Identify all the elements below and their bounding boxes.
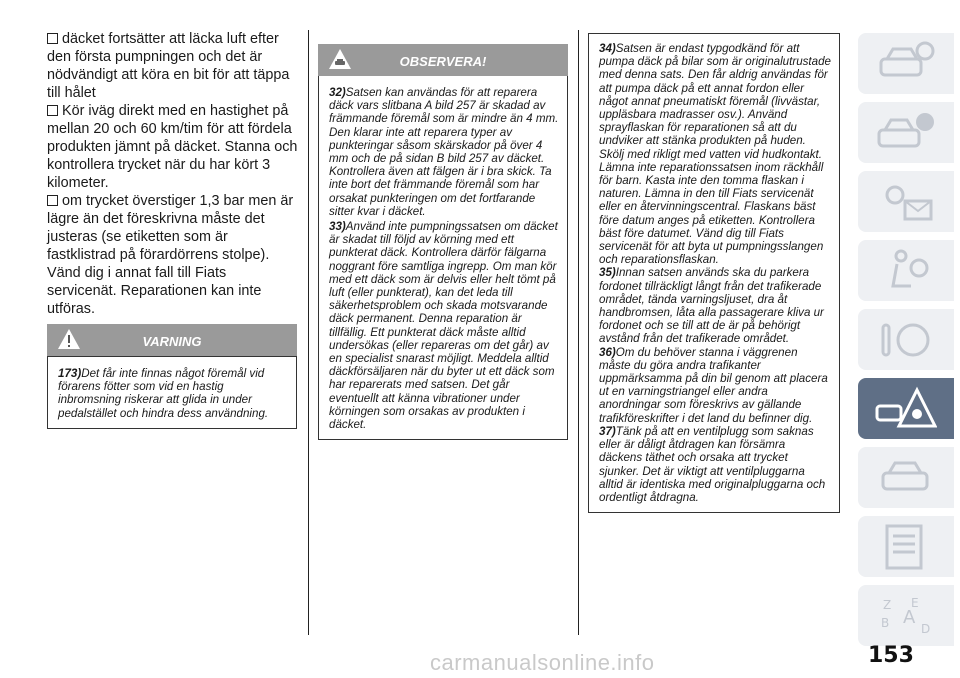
observe-body xyxy=(318,76,568,440)
observe-header xyxy=(318,44,568,76)
tab-car-check[interactable] xyxy=(858,102,954,163)
note-text: Satsen kan användas för att reparera däck vars slitbana A bild 257 är skadad av främmande föremål som är mindre än 4 mm. Den klarar inte att reparera typer av punkteringar såsom skärskador på över 4 mm och de på sidan B bild 257 av däcket. Kontrollera även att fälgen är i bra skick. Ta inte bort det främmande föremål som har orsakat punkteringen om det fortfarande sitter kvar i däcket. xyxy=(329,86,559,218)
tab-start-driving[interactable] xyxy=(858,309,954,370)
car-service-icon xyxy=(875,453,937,503)
bullet-item: om trycket överstiger 1,3 bar men är lägre än det föreskrivna måste det justeras (se etiketten som är fastklistrad på förardörrens stolpe). Vänd dig i annat fall till Fiats servicenät. Reparationen kan inte utföras. xyxy=(47,193,294,317)
warning-body xyxy=(47,356,297,429)
note-ref: 32) xyxy=(329,86,346,99)
checkbox-bullet-icon xyxy=(47,105,58,116)
car-check-icon xyxy=(875,108,937,158)
tab-lights-messages[interactable] xyxy=(858,171,954,232)
tab-safety[interactable] xyxy=(858,240,954,301)
note-ref: 173) xyxy=(58,367,82,380)
note-text: Innan satsen används ska du parkera fordonet tillräckligt långt från det trafikerade området, tända varningsljuset, dra åt handbromsen, låta alla passagerare kliva ur fordonet och se till att de är på behörigt avstånd från det trafikerade området. xyxy=(599,266,824,346)
tab-car-info[interactable] xyxy=(858,33,954,94)
specs-list-icon xyxy=(875,522,937,572)
alphabet-index-icon xyxy=(875,591,937,641)
checkbox-bullet-icon xyxy=(47,195,58,206)
column-left xyxy=(47,30,299,420)
bullet-item: däcket fortsätter att läcka luft efter den första pumpningen och det är nödvändigt att köra en bit för att täppa till hålet xyxy=(47,31,290,101)
chapter-sidebar xyxy=(852,33,960,646)
note-ref: 34) xyxy=(599,42,616,55)
tab-technical-data[interactable] xyxy=(858,516,954,577)
warning-header xyxy=(47,324,297,356)
note-ref: 36) xyxy=(599,345,616,359)
svg-text:E: E xyxy=(911,595,919,610)
column-middle xyxy=(318,44,568,440)
tab-emergency[interactable] xyxy=(858,378,954,439)
note-text: Satsen är endast typgodkänd för att pumpa däck på bilar som är originalutrustade med denna sats. Den får aldrig användas för att pumpa däck på ett annat fordon eller något annat pneumatiskt föremål (livvästar, uppläsbara madrasser osv.). Använd sprayflaskan för reparationen så att du undviker att stänka produkten på huden. Skölj med rikligt med vatten vid hudkontakt. Lämna inte reparationssatsen inom räckhåll för barn. Kasta inte den tomma flaskan i naturen. Lämna in den till Fiats servicenät eller en återvinningscentral. Flaskans bäst före datum anges på etiketten. Kontrollera bäst före datumet. Vänd dig till Fiats servicenät för att byta ut pumpningsslangen och reparationsflaskan. xyxy=(599,42,831,267)
note-text: Om du behöver stanna i väggrenen måste du göra andra trafikanter uppmärksamma på din bil genom att placera ut en varningstriangel eller andra anordningar som föreskrivs av gällande trafikföreskrifter i det land du befinner dig. xyxy=(599,345,828,425)
page-number: 153 xyxy=(868,643,914,668)
svg-text:B: B xyxy=(881,615,890,630)
note-text: Tänk på att en ventilplugg som saknas eller är dåligt åtdragen kan försämra däckens täthet och orsaka att trycket sjunker. Det är viktigt att ventilpluggarna alltid är identiska med originalpluggarna och ordentligt åtdragna. xyxy=(599,424,826,504)
note-text: Det får inte finnas något föremål vid förarens fötter som vid en hastig inbromsning riskerar att glida in under pedalstället och hindra dess användning. xyxy=(58,367,269,420)
note-ref: 37) xyxy=(599,424,616,438)
lights-message-icon xyxy=(875,177,937,227)
tab-index[interactable] xyxy=(858,585,954,646)
column-right xyxy=(588,33,840,513)
svg-text:Z: Z xyxy=(883,597,892,612)
warning-box xyxy=(47,324,297,429)
bullet-item: Kör iväg direkt med en hastighet på mellan 20 och 60 km/tim för att fördela produkten jämnt på däcket. Stanna och kontrollera trycket när du har kört 3 kilometer. xyxy=(47,103,298,191)
column-divider xyxy=(308,30,309,635)
steering-key-icon xyxy=(875,315,937,365)
svg-text:A: A xyxy=(903,606,916,628)
car-info-icon xyxy=(875,39,937,89)
airbag-seat-icon xyxy=(875,246,937,296)
watermark: carmanualsonline.info xyxy=(430,650,655,675)
breakdown-warning-icon xyxy=(875,384,937,434)
checkbox-bullet-icon xyxy=(47,33,58,44)
observe-continued-body xyxy=(588,33,840,513)
note-ref: 35) xyxy=(599,266,616,280)
svg-text:D: D xyxy=(921,621,931,636)
observe-title: OBSERVERA! xyxy=(399,54,487,69)
warning-title: VARNING xyxy=(142,334,202,349)
note-ref: 33) xyxy=(329,220,346,234)
tab-maintenance[interactable] xyxy=(858,447,954,508)
column-divider xyxy=(578,30,579,635)
note-text: Använd inte pumpningssatsen om däcket är skadat till följd av körning med ett punkterat däck. Kontrollera därför fälgarna noggrant före samtliga ingrepp. Om man kör med ett däck som är delvis eller helt tömt på luft (eller punkterat), kan det leda till säkerhetsproblem och skada motsvarande däck permanent. Denna reparation är tillfällig. Ett punkterat däck måste alltid undersökas (eller repareras om det går) av en specialist snarast möjligt. Meddela alltid däckförsäljaren när du byter ut ett däck som har reparerats med satsen. Det går eventuellt att känna vibrationer under körningen som orsakas av produkten i däcket. xyxy=(329,220,558,432)
